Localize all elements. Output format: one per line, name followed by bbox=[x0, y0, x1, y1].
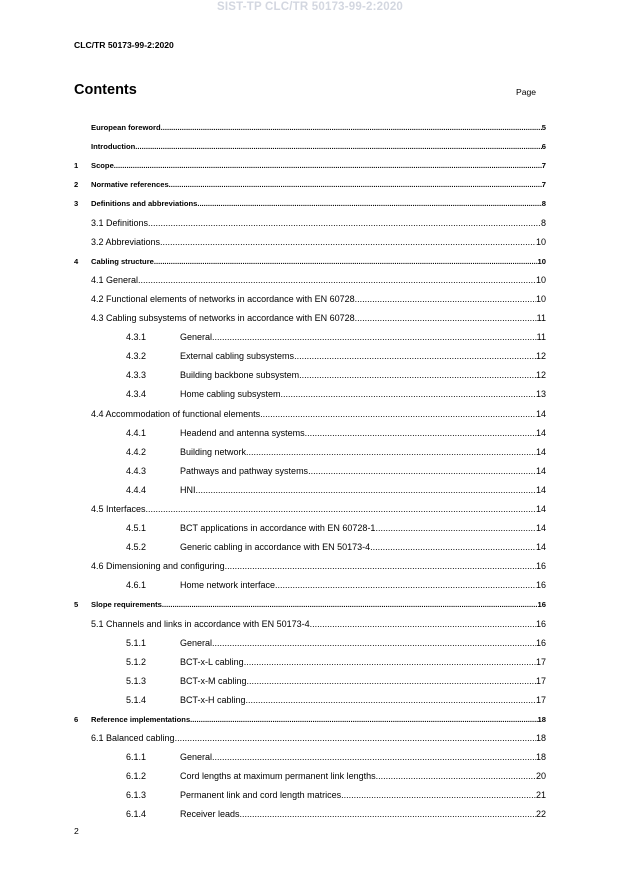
toc-entry-title: 4.4 Accommodation of functional elements bbox=[91, 408, 261, 419]
toc-dot-leader bbox=[225, 561, 536, 571]
toc-entry-title: European foreword bbox=[91, 123, 161, 133]
toc-entry-title: BCT-x-L cabling bbox=[180, 656, 244, 667]
toc-entry-page: 8 bbox=[540, 217, 546, 228]
toc-dot-leader bbox=[138, 275, 536, 285]
toc-entry-title: Headend and antenna systems bbox=[180, 427, 305, 438]
toc-entry-title: Scope bbox=[91, 161, 114, 171]
toc-entry-number: 4.4.1 bbox=[126, 427, 147, 438]
toc-dot-leader bbox=[212, 638, 536, 648]
toc-entry-page: 12 bbox=[535, 370, 546, 381]
toc-entry-number: 4.4.2 bbox=[126, 446, 147, 457]
toc-dot-leader bbox=[244, 657, 536, 667]
toc-entry-number: 4.3.1 bbox=[126, 332, 147, 343]
toc-dot-leader bbox=[281, 389, 536, 399]
toc-dot-leader bbox=[246, 447, 536, 457]
toc-entry[interactable] bbox=[74, 609, 546, 628]
toc-entry-page: 12 bbox=[535, 351, 546, 362]
toc-entry-page: 16 bbox=[535, 561, 546, 572]
toc-entry[interactable] bbox=[74, 648, 546, 667]
toc-entry-page: 14 bbox=[535, 446, 546, 457]
toc-dot-leader bbox=[154, 257, 538, 266]
toc-entry-page: 18 bbox=[535, 733, 546, 744]
toc-dot-leader bbox=[355, 294, 536, 304]
toc-dot-leader bbox=[162, 600, 538, 609]
toc-entry[interactable] bbox=[74, 667, 546, 686]
toc-entry-page: 14 bbox=[535, 427, 546, 438]
toc-dot-leader bbox=[308, 466, 536, 476]
toc-entry-title: Home cabling subsystem bbox=[180, 389, 281, 400]
toc-entry[interactable] bbox=[74, 285, 546, 304]
toc-entry-number: 4.5.1 bbox=[126, 523, 147, 534]
toc-entry-number: 6 bbox=[74, 715, 79, 724]
toc-entry[interactable] bbox=[74, 247, 546, 266]
toc-entry-title: 4.3 Cabling subsystems of networks in accordance with EN 60728 bbox=[91, 313, 355, 324]
toc-entry-page: 17 bbox=[535, 694, 546, 705]
toc-entry[interactable] bbox=[74, 762, 546, 781]
toc-entry-number: 6.1.3 bbox=[126, 790, 147, 801]
toc-entry[interactable] bbox=[74, 705, 546, 724]
toc-entry[interactable] bbox=[74, 686, 546, 705]
toc-entry-number: 5.1.1 bbox=[126, 637, 147, 648]
toc-entry-page: 22 bbox=[535, 809, 546, 820]
toc-entry-page: 20 bbox=[535, 771, 546, 782]
toc-entry-page: 14 bbox=[535, 408, 546, 419]
table-of-contents bbox=[74, 113, 546, 819]
toc-dot-leader bbox=[294, 351, 536, 361]
toc-entry-title: Introduction bbox=[91, 142, 136, 152]
toc-dot-leader bbox=[260, 409, 536, 419]
toc-dot-leader bbox=[299, 370, 536, 380]
toc-entry[interactable] bbox=[74, 419, 546, 438]
toc-entry-number: 6.1.2 bbox=[126, 771, 147, 782]
toc-dot-leader bbox=[169, 180, 542, 189]
toc-entry-number: 4.3.4 bbox=[126, 389, 147, 400]
page-number: 2 bbox=[74, 826, 79, 836]
toc-entry-page: 5 bbox=[541, 123, 546, 133]
toc-entry-page: 7 bbox=[541, 180, 546, 190]
toc-entry-page: 14 bbox=[535, 523, 546, 534]
toc-dot-leader bbox=[355, 313, 537, 323]
toc-entry-page: 18 bbox=[537, 715, 546, 724]
toc-entry-title: 6.1 Balanced cabling bbox=[91, 733, 175, 744]
toc-entry[interactable] bbox=[74, 495, 546, 514]
toc-dot-leader bbox=[246, 695, 536, 705]
toc-entry-number: 6.1.1 bbox=[126, 752, 147, 763]
toc-dot-leader bbox=[196, 485, 536, 495]
toc-entry-title: 4.5 Interfaces bbox=[91, 503, 146, 514]
toc-entry-title: Pathways and pathway systems bbox=[180, 465, 309, 476]
toc-entry-page: 14 bbox=[535, 465, 546, 476]
toc-entry-page: 14 bbox=[535, 484, 546, 495]
toc-entry[interactable] bbox=[74, 476, 546, 495]
toc-entry-title: Cord lengths at maximum permanent link lengths bbox=[180, 771, 376, 782]
toc-entry-number: 1 bbox=[74, 161, 79, 171]
toc-entry[interactable] bbox=[74, 361, 546, 380]
toc-entry[interactable] bbox=[74, 800, 546, 819]
toc-entry-title: Receiver leads bbox=[180, 809, 240, 820]
toc-entry-title: Definitions and abbreviations bbox=[91, 199, 198, 209]
toc-entry[interactable] bbox=[74, 457, 546, 476]
toc-entry-title: 3.1 Definitions bbox=[91, 217, 149, 228]
toc-entry-number: 5.1.3 bbox=[126, 675, 147, 686]
toc-entry[interactable] bbox=[74, 228, 546, 247]
toc-entry-title: Building backbone subsystem bbox=[180, 370, 300, 381]
toc-entry[interactable] bbox=[74, 552, 546, 571]
toc-dot-leader bbox=[146, 504, 536, 514]
toc-entry-page: 10 bbox=[535, 274, 546, 285]
toc-entry-number: 4.4.3 bbox=[126, 465, 147, 476]
toc-entry[interactable] bbox=[74, 323, 546, 342]
toc-dot-leader bbox=[370, 542, 536, 552]
toc-entry-page: 16 bbox=[535, 637, 546, 648]
toc-entry[interactable] bbox=[74, 629, 546, 648]
toc-entry[interactable] bbox=[74, 380, 546, 399]
toc-entry[interactable] bbox=[74, 342, 546, 361]
toc-entry[interactable] bbox=[74, 781, 546, 800]
toc-entry-page: 10 bbox=[535, 293, 546, 304]
toc-entry[interactable] bbox=[74, 724, 546, 743]
toc-entry[interactable] bbox=[74, 571, 546, 590]
toc-entry-number: 3 bbox=[74, 199, 79, 209]
toc-entry-title: Cabling structure bbox=[91, 256, 154, 266]
toc-entry-title: BCT applications in accordance with EN 60728-1 bbox=[180, 523, 376, 534]
toc-entry-number: 5 bbox=[74, 600, 79, 610]
toc-entry-title: 4.6 Dimensioning and configuring bbox=[91, 561, 225, 572]
toc-entry-page: 18 bbox=[535, 752, 546, 763]
toc-entry-title: 3.2 Abbreviations bbox=[91, 236, 161, 247]
toc-dot-leader bbox=[341, 790, 536, 800]
toc-entry-number: 5.1.4 bbox=[126, 694, 147, 705]
toc-dot-leader bbox=[160, 237, 536, 247]
toc-entry-title: General bbox=[180, 752, 213, 763]
toc-entry-page: 16 bbox=[537, 600, 546, 610]
toc-entry[interactable] bbox=[74, 113, 546, 132]
toc-entry-number: 4.3.2 bbox=[126, 351, 147, 362]
page-column-heading: Page bbox=[516, 87, 537, 97]
toc-entry-page: 14 bbox=[535, 542, 546, 553]
toc-entry-title: Generic cabling in accordance with EN 50173-4 bbox=[180, 542, 371, 553]
toc-entry-page: 16 bbox=[535, 618, 546, 629]
toc-dot-leader bbox=[240, 809, 536, 819]
toc-entry[interactable] bbox=[74, 533, 546, 552]
toc-entry-title: Home network interface bbox=[180, 580, 276, 591]
toc-entry-title: BCT-x-M cabling bbox=[180, 675, 247, 686]
toc-entry[interactable] bbox=[74, 208, 546, 227]
toc-entry[interactable] bbox=[74, 514, 546, 533]
toc-entry-title: Reference implementations bbox=[91, 715, 191, 724]
toc-entry-title: General bbox=[180, 332, 213, 343]
toc-entry[interactable] bbox=[74, 438, 546, 457]
toc-entry-page: 8 bbox=[541, 199, 546, 209]
toc-entry[interactable] bbox=[74, 189, 546, 208]
toc-entry-title: 5.1 Channels and links in accordance with EN 50173-4 bbox=[91, 618, 310, 629]
toc-dot-leader bbox=[114, 161, 542, 170]
toc-entry-page: 10 bbox=[535, 236, 546, 247]
toc-entry-number: 5.1.2 bbox=[126, 656, 147, 667]
toc-entry-page: 6 bbox=[541, 142, 546, 152]
toc-entry-number: 4 bbox=[74, 256, 79, 266]
toc-dot-leader bbox=[161, 123, 542, 132]
toc-entry[interactable] bbox=[74, 590, 546, 609]
toc-entry[interactable] bbox=[74, 151, 546, 170]
toc-dot-leader bbox=[247, 676, 536, 686]
toc-entry-number: 4.6.1 bbox=[126, 580, 147, 591]
toc-entry[interactable] bbox=[74, 399, 546, 418]
toc-entry-title: General bbox=[180, 637, 213, 648]
toc-entry-page: 21 bbox=[535, 790, 546, 801]
toc-entry-title: BCT-x-H cabling bbox=[180, 694, 246, 705]
toc-entry-page: 11 bbox=[536, 332, 546, 343]
toc-dot-leader bbox=[175, 733, 536, 743]
toc-entry-page: 16 bbox=[535, 580, 546, 591]
toc-entry-title: Normative references bbox=[91, 180, 169, 190]
document-code: CLC/TR 50173-99-2:2020 bbox=[74, 40, 174, 50]
toc-dot-leader bbox=[190, 715, 537, 724]
toc-entry[interactable] bbox=[74, 743, 546, 762]
toc-dot-leader bbox=[310, 619, 536, 629]
toc-entry-page: 13 bbox=[535, 389, 546, 400]
toc-entry-number: 6.1.4 bbox=[126, 809, 147, 820]
toc-entry-title: 4.1 General bbox=[91, 274, 139, 285]
toc-entry-page: 7 bbox=[541, 161, 546, 171]
toc-entry-page: 10 bbox=[537, 256, 546, 266]
contents-heading: Contents bbox=[74, 82, 137, 98]
toc-entry-title: 4.2 Functional elements of networks in accordance with EN 60728 bbox=[91, 293, 355, 304]
toc-entry[interactable] bbox=[74, 266, 546, 285]
toc-entry-number: 4.4.4 bbox=[126, 484, 147, 495]
toc-dot-leader bbox=[148, 218, 541, 228]
toc-entry-title: Permanent link and cord length matrices bbox=[180, 790, 342, 801]
toc-entry-number: 4.3.3 bbox=[126, 370, 147, 381]
toc-dot-leader bbox=[197, 199, 541, 208]
toc-dot-leader bbox=[275, 580, 536, 590]
toc-entry-page: 14 bbox=[535, 503, 546, 514]
toc-dot-leader bbox=[376, 771, 536, 781]
toc-entry-title: Slope requirements bbox=[91, 600, 162, 610]
toc-entry-title: External cabling subsystems bbox=[180, 351, 295, 362]
toc-dot-leader bbox=[305, 428, 536, 438]
toc-entry[interactable] bbox=[74, 170, 546, 189]
toc-entry-number: 2 bbox=[74, 180, 79, 190]
toc-dot-leader bbox=[212, 752, 536, 762]
toc-dot-leader bbox=[135, 142, 541, 151]
toc-entry-page: 17 bbox=[535, 656, 546, 667]
toc-entry[interactable] bbox=[74, 304, 546, 323]
toc-entry-title: Building network bbox=[180, 446, 247, 457]
toc-entry-number: 4.5.2 bbox=[126, 542, 147, 553]
toc-dot-leader bbox=[212, 332, 537, 342]
toc-entry[interactable] bbox=[74, 132, 546, 151]
toc-entry-page: 17 bbox=[535, 675, 546, 686]
toc-entry-page: 11 bbox=[536, 313, 546, 324]
watermark: SIST-TP CLC/TR 50173-99-2:2020 bbox=[216, 1, 404, 13]
toc-entry-title: HNI bbox=[180, 484, 196, 495]
toc-dot-leader bbox=[375, 523, 536, 533]
